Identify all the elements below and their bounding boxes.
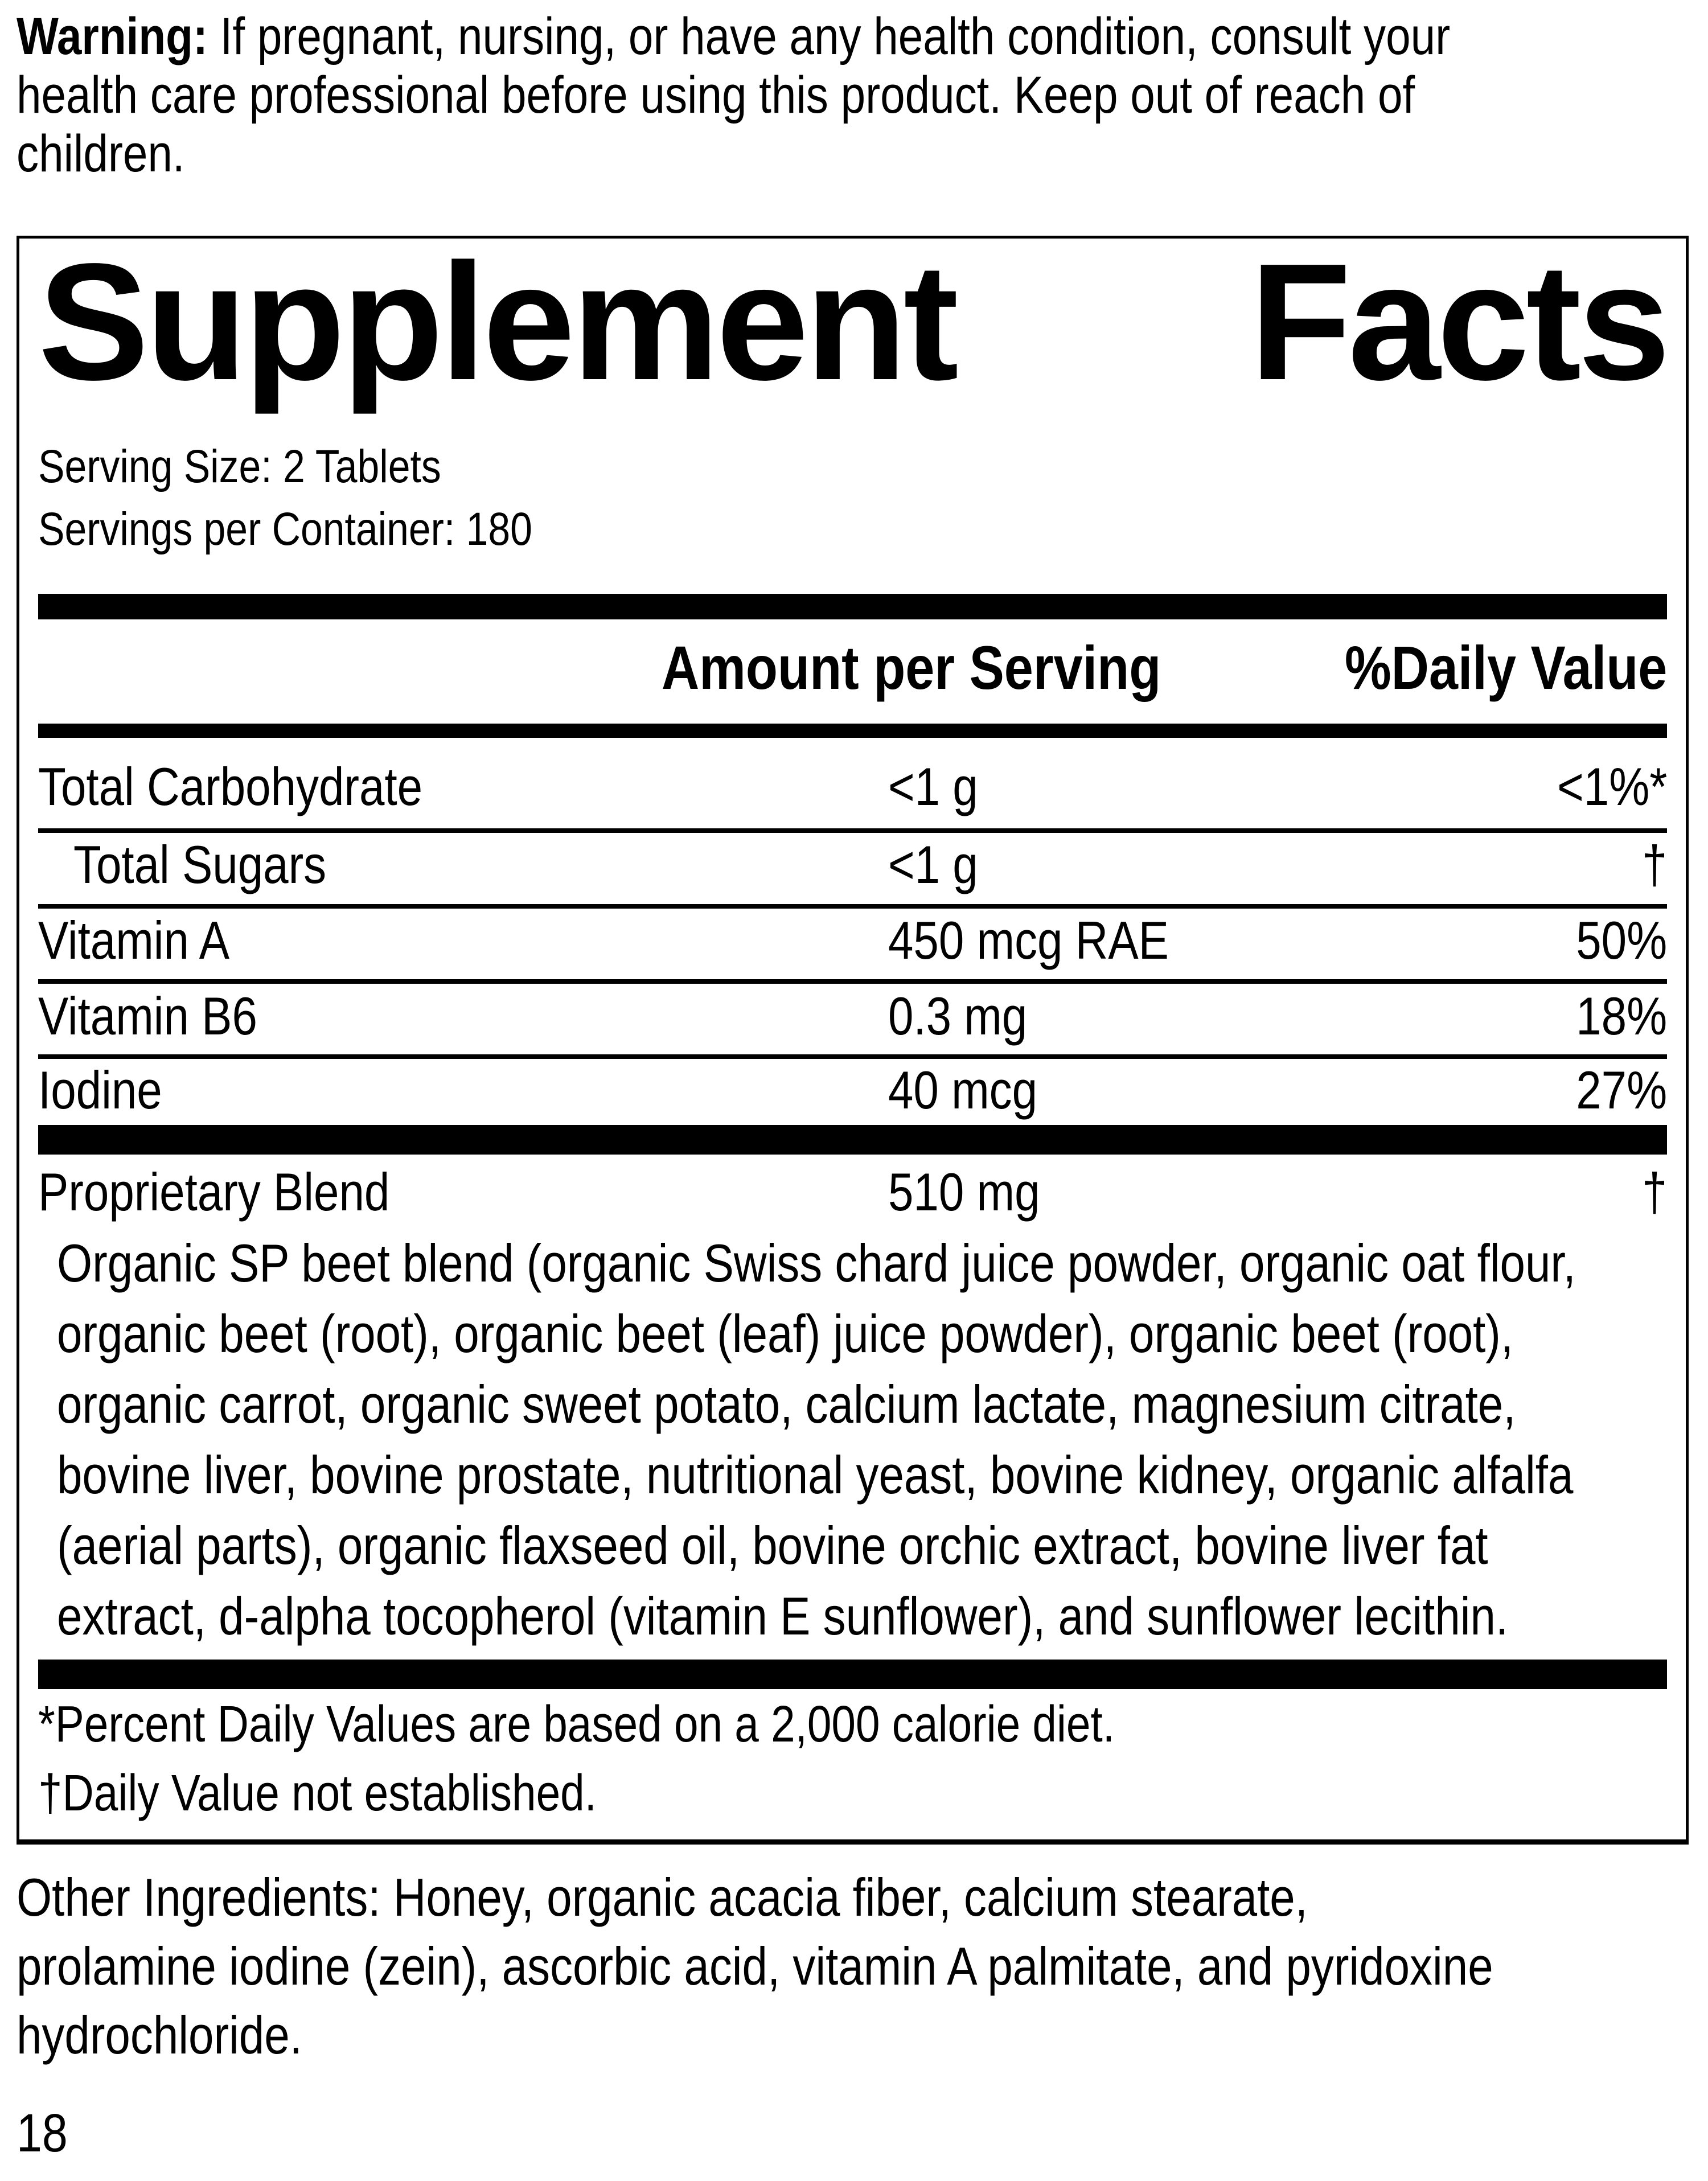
nutrient-daily-value: <1%* bbox=[1557, 757, 1667, 816]
nutrient-amount: <1 g bbox=[888, 757, 978, 816]
warning-line1-text: If pregnant, nursing, or have any health condition, consult your bbox=[220, 7, 1451, 65]
warning-text bbox=[17, 7, 1702, 183]
footnote-percent-daily-values: *Percent Daily Values are based on a 2,000 calorie diet. bbox=[38, 1696, 1115, 1753]
row-divider bbox=[38, 904, 1667, 909]
row-divider bbox=[38, 828, 1667, 833]
header-rule bbox=[38, 724, 1667, 738]
panel-title-word2: Facts bbox=[1250, 229, 1667, 414]
nutrient-daily-value: 18% bbox=[1576, 986, 1667, 1046]
warning-line bbox=[17, 125, 1702, 183]
warning-line bbox=[17, 7, 1702, 66]
nutrient-row-vitamin-a bbox=[19, 910, 1686, 976]
blend-line: (aerial parts), organic flaxseed oil, bovine orchic extract, bovine liver fat bbox=[57, 1515, 1488, 1575]
nutrient-name: Iodine bbox=[38, 1060, 162, 1120]
other-ingredients bbox=[17, 1863, 1702, 2069]
warning-line2-text: health care professional before using this product. Keep out of reach of bbox=[17, 66, 1415, 124]
nutrient-amount: 510 mg bbox=[888, 1162, 1040, 1222]
row-divider bbox=[38, 1054, 1667, 1059]
nutrient-name: Total Sugars bbox=[73, 835, 327, 894]
nutrient-amount: 40 mcg bbox=[888, 1060, 1038, 1120]
other-ingredients-line: Other Ingredients: Honey, organic acacia fiber, calcium stearate, bbox=[17, 1867, 1308, 1927]
nutrient-name: Vitamin B6 bbox=[38, 986, 257, 1046]
blend-line: bovine liver, bovine prostate, nutritional yeast, bovine kidney, organic alfalfa bbox=[57, 1445, 1574, 1505]
blend-line: organic carrot, organic sweet potato, calcium lactate, magnesium citrate, bbox=[57, 1374, 1516, 1434]
supplement-facts-panel bbox=[17, 229, 1689, 1845]
nutrient-name: Total Carbohydrate bbox=[38, 757, 423, 816]
warning-line bbox=[17, 66, 1702, 125]
nutrient-row-proprietary-blend bbox=[19, 1162, 1686, 1228]
section-rule-mid bbox=[38, 1125, 1667, 1155]
nutrient-name: Proprietary Blend bbox=[38, 1162, 390, 1222]
nutrient-amount: <1 g bbox=[888, 835, 978, 894]
blend-line: Organic SP beet blend (organic Swiss chard juice powder, organic oat flour, bbox=[57, 1233, 1576, 1293]
serving-size: Serving Size: 2 Tablets bbox=[38, 441, 441, 492]
footnote-daily-value-not-established: †Daily Value not established. bbox=[38, 1765, 597, 1822]
section-rule-top bbox=[38, 594, 1667, 619]
nutrient-amount: 0.3 mg bbox=[888, 986, 1028, 1046]
other-ingredients-line: prolamine iodine (zein), ascorbic acid, vitamin A palmitate, and pyridoxine bbox=[17, 1936, 1493, 1996]
column-header-daily-value: %Daily Value bbox=[1344, 633, 1667, 702]
nutrient-daily-value: 50% bbox=[1576, 910, 1667, 970]
panel-title-word1: Supplement bbox=[38, 229, 956, 414]
servings-per-container: Servings per Container: 180 bbox=[38, 503, 532, 555]
nutrient-daily-value: † bbox=[1641, 835, 1667, 894]
warning-label: Warning: bbox=[17, 7, 208, 65]
column-header-row bbox=[19, 633, 1686, 705]
column-header-amount: Amount per Serving bbox=[662, 633, 1161, 702]
warning-line3-text: children. bbox=[17, 125, 185, 183]
other-ingredients-line: hydrochloride. bbox=[17, 2005, 302, 2065]
nutrient-row-total-carbohydrate bbox=[19, 757, 1686, 823]
nutrient-amount: 450 mcg RAE bbox=[888, 910, 1169, 970]
nutrient-name: Vitamin A bbox=[38, 910, 230, 970]
nutrient-row-iodine bbox=[19, 1060, 1686, 1126]
nutrient-daily-value: † bbox=[1641, 1162, 1667, 1222]
blend-description bbox=[57, 1228, 1677, 1652]
section-rule-bottom bbox=[38, 1660, 1667, 1689]
blend-line: extract, d-alpha tocopherol (vitamin E sunflower), and sunflower lecithin. bbox=[57, 1586, 1509, 1646]
nutrient-row-total-sugars bbox=[19, 835, 1686, 901]
nutrient-row-vitamin-b6 bbox=[19, 986, 1686, 1052]
blend-line: organic beet (root), organic beet (leaf) juice powder), organic beet (root), bbox=[57, 1304, 1514, 1363]
row-divider bbox=[38, 979, 1667, 984]
panel-title bbox=[19, 229, 1686, 414]
nutrient-daily-value: 27% bbox=[1576, 1060, 1667, 1120]
page-number: 18 bbox=[17, 2103, 68, 2163]
